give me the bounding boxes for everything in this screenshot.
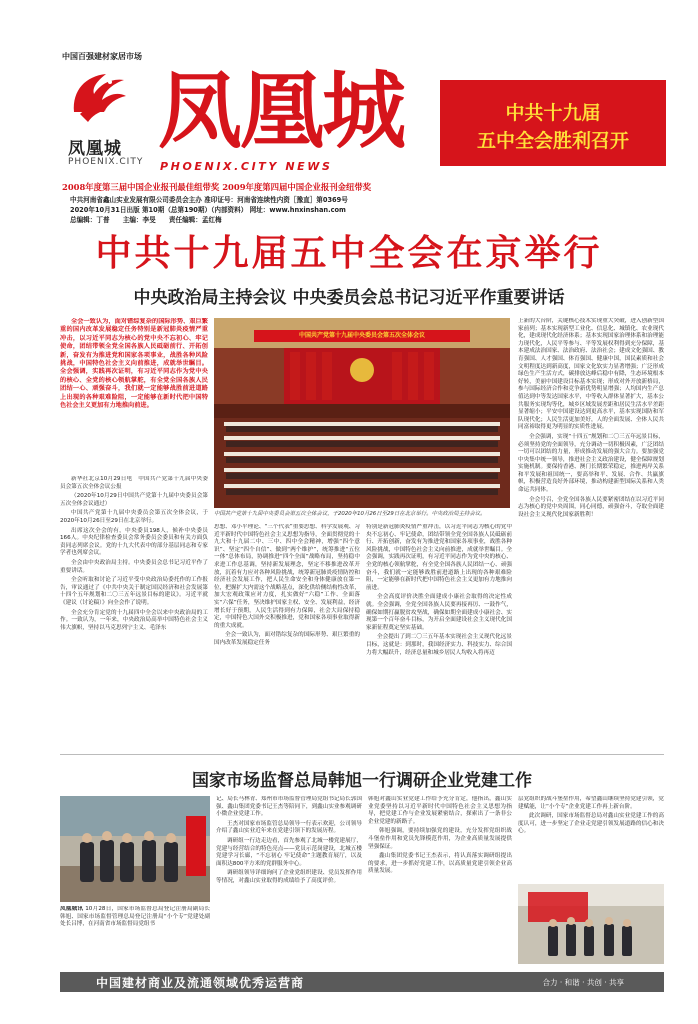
lead-col3-para: 全会提出了到二〇三五年基本实现社会主义现代化远景目标，这就是：到那时，我国经济实力、科技实力、综合国力将大幅跃升，经济总量和城乡居民人均收入将再迈 [366,634,512,656]
banner-line1: 中共十九届 [505,102,601,124]
lead-col4 [518,318,664,748]
logo-en-text: PHOENIX.CITY [68,157,144,167]
second-headline: 国家市场监督总局韩旭一行调研企业党建工作 [192,771,532,791]
footer-motto: 合力 · 和谐 · 共创 · 共享 [542,978,624,987]
lead-subhead: 中央政治局主持会议 中央委员会总书记习近平作重要讲话 [133,288,565,308]
lead-col1-para: 全会由中央政治局主持。中央委员会总书记习近平作了重要讲话。 [60,559,208,574]
second-col3 [518,796,664,880]
title-en: PHOENIX.CITY NEWS [160,160,333,173]
second-col2-para: 韩旭对鑫山实业党建工作给予充分肯定，他指出，鑫山实业党委坚持以习近平新时代中国特色社会主义思想为指导，把党建工作与企业发展紧密结合，探索出了一条非公企业党建的新路子。 [368,796,512,825]
second-photo-2 [518,884,664,964]
logo-cn-text: 凤凰城 [68,139,122,159]
lead-col1-para: 全会听取和讨论了习近平受中央政治局委托作的工作报告，审议通过了《中共中央关于制定国民经济和社会发展第十四个五年规划和二〇三五年远景目标的建议》。习近平就《建议（讨论稿）》向全会作了说明。 [60,577,208,606]
masthead-slogan: 中国百强建材家居市场 [62,51,142,61]
section-divider [60,754,664,755]
caption-text: 10月28日，国家市场监督总局登记注册局副局长韩旭、国家市场监督管理总局登记注册局“小个专”党建处副处长吕博，在河南省市场监督局党组书 [60,906,210,928]
publisher-line: 中共河南省鑫山实业发展有限公司委员会主办 准印证号：河南省连续性内资［豫直］第0369号 [70,196,348,204]
lead-col2 [214,524,360,748]
second-col1-para: 记、局长马林青、郑州市市场监督管理局党组书记局长郭国强、鑫山集团党委书记王杰等陪同下，到鑫山实业参观调研小微企业党建工作。 [216,796,362,818]
second-col2-para: 韩旭强调，要持续加强党的建设，充分发挥党组织战斗堡垒作用和党员先锋模范作用，为企业高质量发展提供坚强保证。 [368,828,512,850]
awards-line: 2008年度第三届中国企业报刊最佳组带奖 2009年度第四届中国企业报刊金纽带奖 [62,182,372,192]
lead-dateline: 新华社北京10月29日电 中国共产党第十九届中央委员会第五次全体会议公报 [60,476,208,490]
caption-lead: 凤凰城讯 [60,906,84,912]
title-cn: 凤凰城 [158,62,405,160]
second-col1-para: 王杰对国家市场监管总局领导一行表示欢迎，公司领导介绍了鑫山实业近年来在党建引领下的发展历程。 [216,820,362,835]
phoenix-logo-icon [66,68,130,128]
second-col3-para: 此次调研，国家市场监督总局对鑫山实业党建工作的高度认可，进一步坚定了企业走党建引领发展道路的信心和决心。 [518,813,664,835]
editors-line: 总编辑：丁普 主编：李旻 责任编辑：孟红梅 [70,216,222,224]
lead-col3-para: 特别是新冠肺炎疫情严重冲击，以习近平同志为核心的党中央不忘初心、牢记使命，团结带领全党全国各族人民砥砺前行、开拓创新，奋发有为推进党和国家各项事业，战胜各种风险挑战，中国特色社会主义向前推进，成就举世瞩目。全会强调，实践再次证明，有习近平同志作为党中央的核心、全党的核心领航掌舵，有全党全国各族人民团结一心、顽强奋斗，我们就一定能够战胜前进道路上出现的各种艰难险阻，一定能够在新时代把中国特色社会主义更加有力地推向前进。 [366,524,512,591]
lead-col3 [366,524,512,748]
second-col1-para: 调研组一行边走边看，首先参观了北城一楼党建展厅，党建与经营结合的特色亮点——党员示范岗建设，北城五楼党建学习长廊，“不忘初心 牢记使命”主题教育展厅，以及面积达800平方米的党群服务中心。 [216,837,362,867]
lead-col1-para: 出席这次全会的有，中央委员198人，候补中央委员166人。中央纪律检查委员会常务委员会委员和有关方面负责同志列席会议。党的十九大代表中的部分基层同志和专家学者也列席会议。 [60,527,208,557]
lead-intro [60,318,208,470]
masthead [0,0,698,230]
second-col1-para: 调研组领导详细询问了企业党组织建设、党员发挥作用等情况，对鑫山实业取得的成绩给予了高度评价。 [216,870,362,884]
second-photo [60,796,210,902]
second-col2-para: 鑫山集团党委书记王杰表示，将认真落实调研组提出的要求，进一步抓好党建工作，以高质量党建引领企业高质量发展。 [368,853,512,875]
lead-photo-caption: 中国共产党第十九届中央委员会第五次全体会议，于2020年10月26日至29日在北京举行。中央政治局主持会议。 [214,511,486,517]
lead-intro-text: 全会一致认为，面对错综复杂的国际形势、艰巨繁重的国内改革发展稳定任务特别是新冠肺炎疫情严重冲击，以习近平同志为核心的党中央不忘初心、牢记使命，团结带领全党全国各族人民砥砺前行、开拓创新，奋发有为推进党和国家各项事业，战胜各种风险挑战，中国特色社会主义向前推进，成就举世瞩目。全会强调，实践再次证明，有习近平同志作为党中央的核心、全党的核心领航掌舵，有全党全国各族人民团结一心、顽强奋斗，我们就一定能够战胜前进道路上出现的各种艰难险阻，一定能够在新时代把中国特色社会主义更加有力地推向前进。 [60,318,208,410]
banner-line2: 五中全会胜利召开 [476,130,629,152]
lead-col4-para: 全会号召，全党全国各族人民要紧密团结在以习近平同志为核心的党中央周围，同心同德，顽强奋斗，夺取全面建设社会主义现代化国家新胜利！ [518,496,664,518]
lead-col3-para: 全会高度评价决胜全面建成小康社会取得的决定性成就。全会强调，全党全国各族人民要再接再厉、一鼓作气，确保如期打赢脱贫攻坚战，确保如期全面建成小康社会、实现第一个百年奋斗目标，为开启全面建设社会主义现代化国家新征程奠定坚实基础。 [366,594,512,631]
lead-col4-para: 全会强调，实现“十四五”规划和二〇三五年远景目标，必须坚持党的全面领导，充分调动一切积极因素，广泛团结一切可以团结的力量，形成推动发展的强大合力。要加强党中央集中统一领导，推进社会主义政治建设，健全保障规划实施机制。要保持香港、澳门长期繁荣稳定，推进两岸关系和平发展和祖国统一，要高举和平、发展、合作、共赢旗帜，积极营造良好外部环境，推动构建新型国际关系和人类命运共同体。 [518,433,664,494]
second-col1 [216,796,362,966]
lead-headline: 中共十九届五中全会在京举行 [95,233,603,274]
lead-col1-para: （2020年10月29日中国共产党第十九届中央委员会第五次全体会议通过） [60,493,208,507]
second-photo-caption [60,906,210,966]
lead-col1-para: 全会充分肯定党的十九届四中全会以来中央政治局的工作。一致认为，一年来，中央政治局高举中国特色社会主义伟大旗帜，坚持以马克思列宁主义、毛泽东 [60,609,208,631]
lead-col4-para: 上新的大台阶，关键核心技术实现重大突破，进入创新型国家前列；基本实现新型工业化、信息化、城镇化、农业现代化，建成现代化经济体系；基本实现国家治理体系和治理能力现代化，人民平等参与、平等发展权利得到充分保障，基本建成法治国家、法治政府、法治社会；建成文化强国、教育强国、人才强国、体育强国、健康中国，国民素质和社会文明程度达到新高度，国家文化软实力显著增强；广泛形成绿色生产生活方式，碳排放达峰后稳中有降，生态环境根本好转，美丽中国建设目标基本实现；形成对外开放新格局，参与国际经济合作和竞争新优势明显增强；人均国内生产总值达到中等发达国家水平，中等收入群体显著扩大，基本公共服务实现均等化，城乡区域发展差距和居民生活水平差距显著缩小；平安中国建设达到更高水平，基本实现国防和军队现代化；人民生活更加美好，人的全面发展、全体人民共同富裕取得更为明显的实质性进展。 [518,318,664,431]
issue-line: 2020年10月31日出版 第10期（总第190期）（内部资料） 网址：www.hnxinshan.com [70,206,346,214]
footer-slogan: 中国建材商业及流通领域优秀运营商 [96,976,305,990]
footer-bar [60,972,664,992]
lead-col1-para: 中国共产党第十九届中央委员会第五次全体会议，于2020年10月26日至29日在北京举行。 [60,510,208,524]
second-col2 [368,796,512,966]
lead-col2-para: 思想、邓小平理论、“三个代表”重要思想、科学发展观、习近平新时代中国特色社会主义思想为指导，全面贯彻党的十九大和十九届二中、三中、四中全会精神，增强“四个意识”、坚定“四个自信”、做到“两个维护”，统筹推进“五位一体”总体布局，协调推进“四个全面”战略布局，坚持稳中求进工作总基调，坚持新发展理念，坚定不移推进改革开放，沉着有力应对各种风险挑战，统筹新冠肺炎疫情防控和经济社会发展工作，把人民生命安全和身体健康放在第一位，把握扩大内需这个战略基点，深化供给侧结构性改革，加大宏观政策应对力度，扎实做好“六稳”工作、全面落实“六保”任务，坚决维护国家主权、安全、发展利益，经济增长好于预期，人民生活得到有力保障，社会大局保持稳定，中国特色大国外交积极推进，党和国家各项事业取得新的重大成就。 [214,524,360,629]
second-col3-para: 层党组织的战斗堡垒作用，希望鑫山继续坚持党建引领，党建赋能，让“小个专”企业党建工作再上新台阶。 [518,796,664,810]
lead-col2-para: 全会一致认为，面对错综复杂的国际形势、艰巨繁重的国内改革发展稳定任务 [214,632,360,646]
lead-col1 [60,476,208,748]
photo-banner-text: 中国共产党第十九届中央委员会第五次全体会议 [298,332,425,339]
banner-box [440,80,666,166]
lead-photo [214,318,510,508]
